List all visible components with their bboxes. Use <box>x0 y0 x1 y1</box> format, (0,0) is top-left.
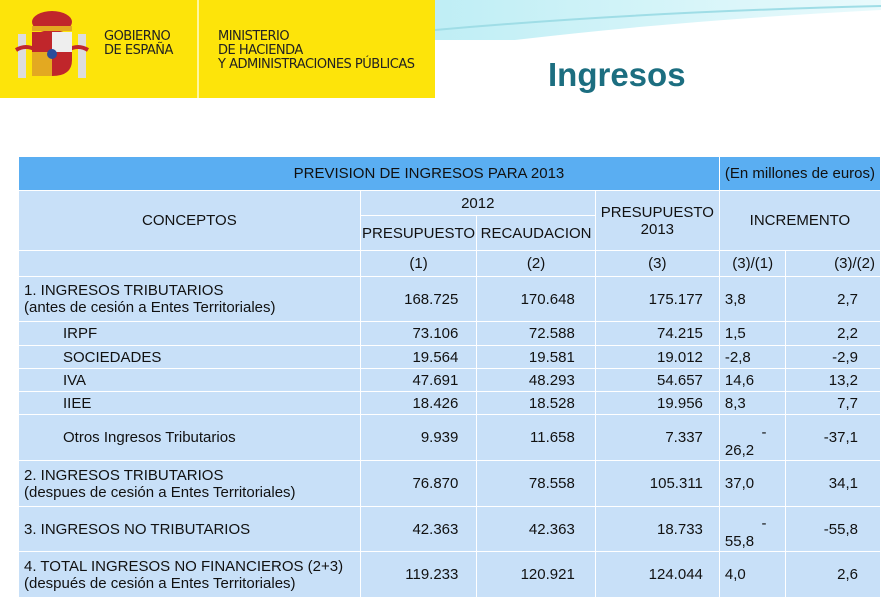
slide-title: Ingresos <box>548 56 686 93</box>
recaudacion-2012: 19.581 <box>477 346 595 369</box>
table-row <box>19 392 881 415</box>
table-units: (En millones de euros) <box>719 157 880 191</box>
presupuesto-2012: 168.725 <box>360 277 477 322</box>
presupuesto-2012: 47.691 <box>360 369 477 392</box>
concept-cell: 1. INGRESOS TRIBUTARIOS (antes de cesión a Entes Territoriales) <box>19 277 361 322</box>
banner-divider <box>197 0 199 98</box>
presupuesto-2013: 105.311 <box>595 461 719 507</box>
increment-3-2: -2,9 <box>786 346 881 369</box>
coat-of-arms-icon <box>14 4 90 80</box>
increment-3-1: -2,8 <box>719 346 786 369</box>
presupuesto-2012: 119.233 <box>360 552 477 598</box>
table-row <box>19 507 881 552</box>
table-row <box>19 277 881 322</box>
increment-3-2: 13,2 <box>786 369 881 392</box>
presupuesto-2013: 124.044 <box>595 552 719 598</box>
increment-3-1: 8,3 <box>719 392 786 415</box>
header-2012: 2012 <box>360 191 595 216</box>
presupuesto-2013: 54.657 <box>595 369 719 392</box>
concept-cell: Otros Ingresos Tributarios <box>19 415 361 461</box>
recaudacion-2012: 18.528 <box>477 392 595 415</box>
presupuesto-2012: 73.106 <box>360 322 477 346</box>
presupuesto-2013: 7.337 <box>595 415 719 461</box>
decorative-swoosh <box>435 0 881 40</box>
gobierno-line-2: DE ESPAÑA <box>104 43 173 58</box>
increment-3-2: 2,6 <box>786 552 881 598</box>
increment-3-1: - 26,2 <box>719 415 786 461</box>
increment-3-1: 3,8 <box>719 277 786 322</box>
presupuesto-2012: 76.870 <box>360 461 477 507</box>
index-3-2: (3)/(2) <box>786 251 881 277</box>
presupuesto-2012: 42.363 <box>360 507 477 552</box>
table-row <box>19 415 881 461</box>
recaudacion-2012: 42.363 <box>477 507 595 552</box>
table-title: PREVISION DE INGRESOS PARA 2013 <box>19 157 720 191</box>
index-row <box>19 251 881 277</box>
presupuesto-2013: 19.956 <box>595 392 719 415</box>
index-1: (1) <box>360 251 477 277</box>
increment-3-1: 1,5 <box>719 322 786 346</box>
increment-3-2: -55,8 <box>786 507 881 552</box>
ministry-line-2: DE HACIENDA <box>218 43 303 58</box>
recaudacion-2012: 78.558 <box>477 461 595 507</box>
increment-3-1: 4,0 <box>719 552 786 598</box>
revenue-forecast-table <box>18 156 881 598</box>
concept-cell: IIEE <box>19 392 361 415</box>
presupuesto-2013: 19.012 <box>595 346 719 369</box>
header-presupuesto-2013: PRESUPUESTO 2013 <box>595 191 719 251</box>
increment-3-2: -37,1 <box>786 415 881 461</box>
table-row <box>19 322 881 346</box>
recaudacion-2012: 120.921 <box>477 552 595 598</box>
recaudacion-2012: 170.648 <box>477 277 595 322</box>
table-row <box>19 461 881 507</box>
increment-3-1: - 55,8 <box>719 507 786 552</box>
concept-cell: 4. TOTAL INGRESOS NO FINANCIEROS (2+3) (después de cesión a Entes Territoriales) <box>19 552 361 598</box>
table-row <box>19 369 881 392</box>
header-conceptos: CONCEPTOS <box>19 191 361 251</box>
increment-3-1: 37,0 <box>719 461 786 507</box>
presupuesto-2013: 18.733 <box>595 507 719 552</box>
header-presupuesto: PRESUPUESTO <box>360 216 477 251</box>
index-3: (3) <box>595 251 719 277</box>
header-incremento: INCREMENTO <box>719 191 880 251</box>
header-recaudacion: RECAUDACION <box>477 216 595 251</box>
increment-3-1: 14,6 <box>719 369 786 392</box>
concept-cell: IVA <box>19 369 361 392</box>
index-3-1: (3)/(1) <box>719 251 786 277</box>
recaudacion-2012: 48.293 <box>477 369 595 392</box>
recaudacion-2012: 11.658 <box>477 415 595 461</box>
increment-3-2: 34,1 <box>786 461 881 507</box>
index-2: (2) <box>477 251 595 277</box>
concept-cell: 3. INGRESOS NO TRIBUTARIOS <box>19 507 361 552</box>
concept-cell: SOCIEDADES <box>19 346 361 369</box>
government-banner <box>0 0 435 98</box>
presupuesto-2013: 74.215 <box>595 322 719 346</box>
presupuesto-2012: 19.564 <box>360 346 477 369</box>
table-row <box>19 346 881 369</box>
ministry-line-1: MINISTERIO <box>218 29 290 44</box>
concept-cell: 2. INGRESOS TRIBUTARIOS (despues de cesión a Entes Territoriales) <box>19 461 361 507</box>
recaudacion-2012: 72.588 <box>477 322 595 346</box>
increment-3-2: 7,7 <box>786 392 881 415</box>
increment-3-2: 2,2 <box>786 322 881 346</box>
presupuesto-2012: 18.426 <box>360 392 477 415</box>
presupuesto-2012: 9.939 <box>360 415 477 461</box>
gobierno-line-1: GOBIERNO <box>104 29 171 44</box>
ministry-line-3: Y ADMINISTRACIONES PÚBLICAS <box>218 57 415 72</box>
concept-cell: IRPF <box>19 322 361 346</box>
increment-3-2: 2,7 <box>786 277 881 322</box>
presupuesto-2013: 175.177 <box>595 277 719 322</box>
table-row <box>19 552 881 598</box>
